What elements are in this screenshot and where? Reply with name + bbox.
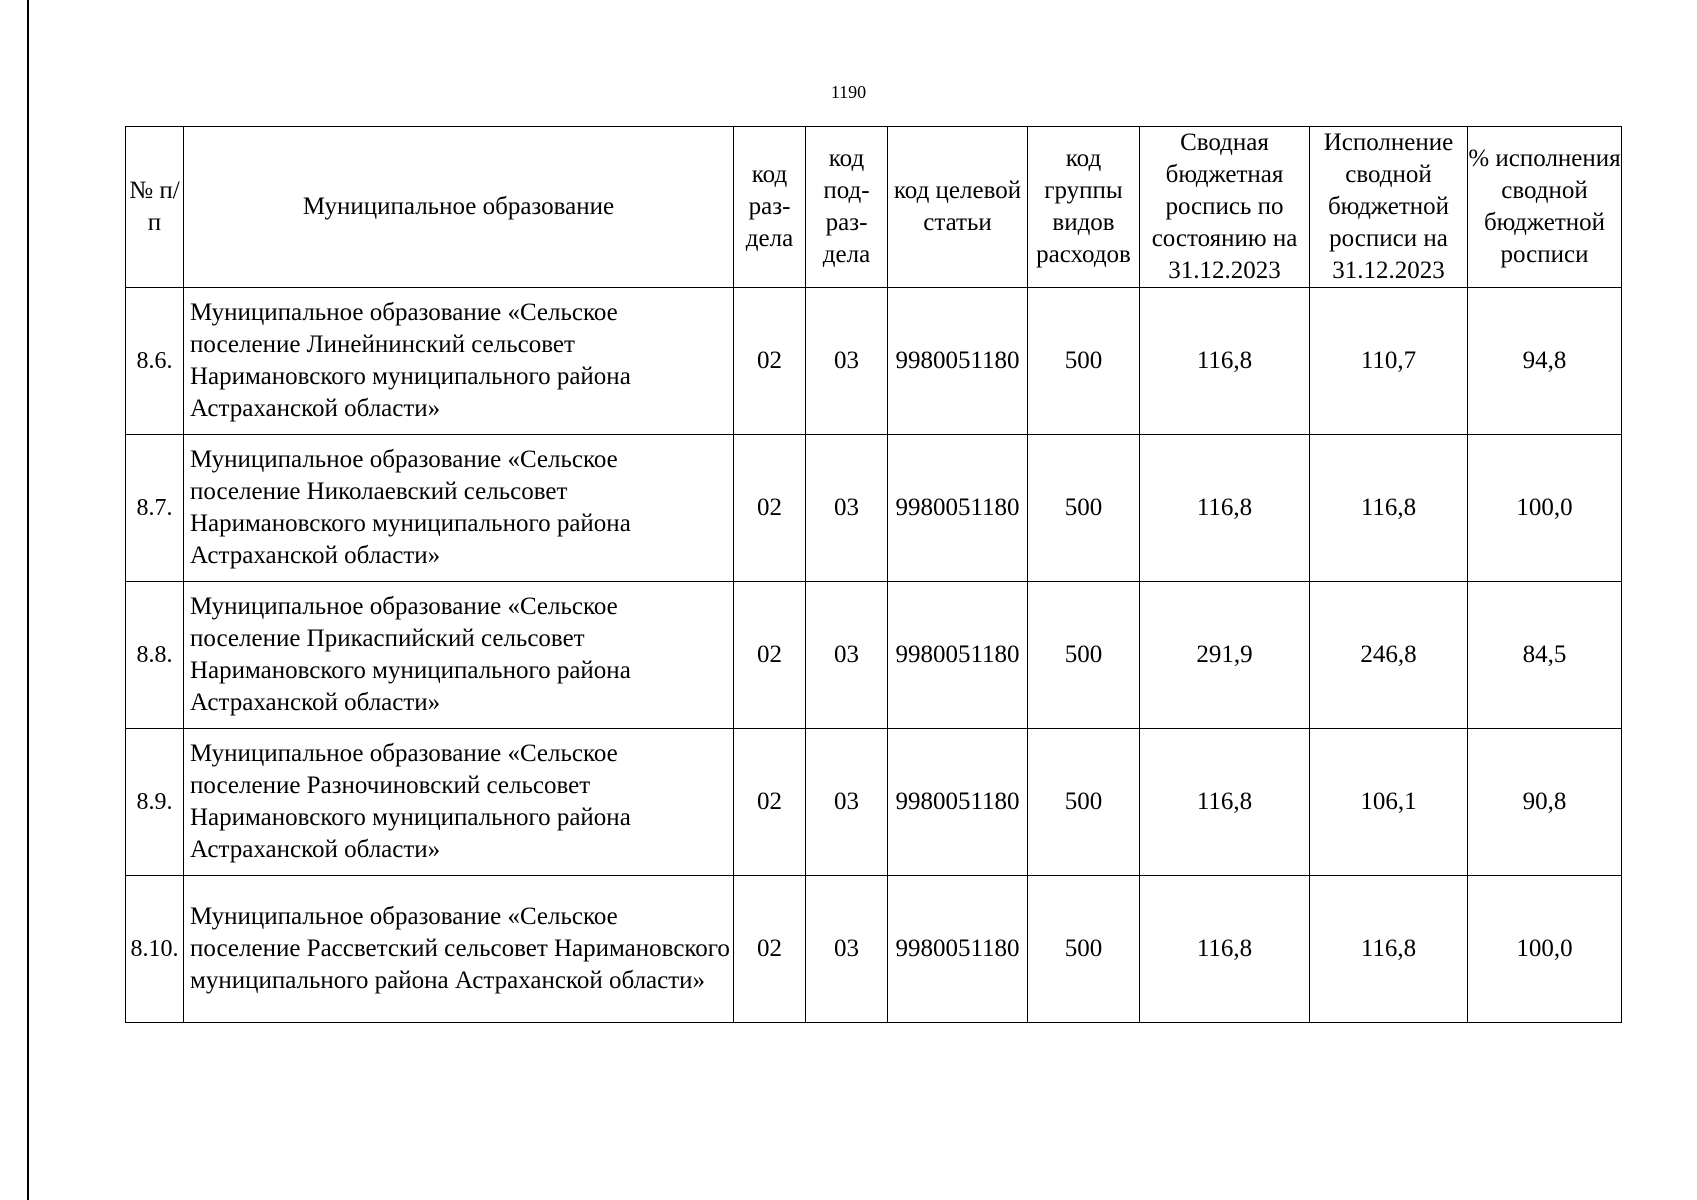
row-subsection: 03: [806, 582, 888, 729]
row-section: 02: [734, 288, 806, 435]
row-section: 02: [734, 582, 806, 729]
row-budget-list: 291,9: [1140, 582, 1310, 729]
row-num: 8.10.: [126, 876, 184, 1023]
row-execution: 110,7: [1310, 288, 1468, 435]
row-target-article: 9980051180: [888, 876, 1028, 1023]
row-municipality: Муниципальное образование «Сельское поселение Рассветский сельсовет Наримановского муниципального района Астраханской области»: [184, 876, 734, 1023]
row-execution: 246,8: [1310, 582, 1468, 729]
row-budget-list: 116,8: [1140, 435, 1310, 582]
row-section: 02: [734, 435, 806, 582]
row-execution: 116,8: [1310, 435, 1468, 582]
row-expense-group: 500: [1028, 288, 1140, 435]
table-row: [126, 582, 1622, 729]
header-section: код раз- дела: [734, 127, 806, 288]
row-budget-list: 116,8: [1140, 876, 1310, 1023]
row-percent: 100,0: [1468, 435, 1622, 582]
row-expense-group: 500: [1028, 876, 1140, 1023]
table-row: [126, 435, 1622, 582]
row-municipality: Муниципальное образование «Сельское поселение Линейнинский сельсовет Наримановского муниципального района Астраханской области»: [184, 288, 734, 435]
row-subsection: 03: [806, 876, 888, 1023]
binding-line: [27, 0, 29, 1200]
row-section: 02: [734, 729, 806, 876]
header-subsection: код под- раз- дела: [806, 127, 888, 288]
row-municipality: Муниципальное образование «Сельское поселение Прикаспийский сельсовет Наримановского муниципального района Астраханской области»: [184, 582, 734, 729]
header-target-article: код целевой статьи: [888, 127, 1028, 288]
header-num: № п/п: [126, 127, 184, 288]
row-target-article: 9980051180: [888, 435, 1028, 582]
row-subsection: 03: [806, 288, 888, 435]
table-row: [126, 876, 1622, 1023]
row-execution: 106,1: [1310, 729, 1468, 876]
header-percent: % исполнения сводной бюджетной росписи: [1468, 127, 1622, 288]
row-expense-group: 500: [1028, 582, 1140, 729]
row-num: 8.6.: [126, 288, 184, 435]
row-percent: 84,5: [1468, 582, 1622, 729]
table-row: [126, 729, 1622, 876]
budget-execution-table: [125, 126, 1622, 1023]
row-subsection: 03: [806, 729, 888, 876]
row-target-article: 9980051180: [888, 582, 1028, 729]
header-budget-list: Сводная бюджетная роспись по состоянию на 31.12.2023: [1140, 127, 1310, 288]
row-section: 02: [734, 876, 806, 1023]
row-municipality: Муниципальное образование «Сельское поселение Николаевский сельсовет Наримановского муниципального района Астраханской области»: [184, 435, 734, 582]
row-execution: 116,8: [1310, 876, 1468, 1023]
header-execution: Исполнение сводной бюджетной росписи на 31.12.2023: [1310, 127, 1468, 288]
row-num: 8.8.: [126, 582, 184, 729]
row-municipality: Муниципальное образование «Сельское поселение Разночиновский сельсовет Наримановского муниципального района Астраханской области»: [184, 729, 734, 876]
row-subsection: 03: [806, 435, 888, 582]
header-expense-group: код группы видов расходов: [1028, 127, 1140, 288]
row-expense-group: 500: [1028, 435, 1140, 582]
row-budget-list: 116,8: [1140, 729, 1310, 876]
row-percent: 100,0: [1468, 876, 1622, 1023]
table-row: [126, 288, 1622, 435]
row-expense-group: 500: [1028, 729, 1140, 876]
row-target-article: 9980051180: [888, 729, 1028, 876]
row-target-article: 9980051180: [888, 288, 1028, 435]
row-num: 8.9.: [126, 729, 184, 876]
row-budget-list: 116,8: [1140, 288, 1310, 435]
row-percent: 94,8: [1468, 288, 1622, 435]
row-percent: 90,8: [1468, 729, 1622, 876]
row-num: 8.7.: [126, 435, 184, 582]
page-number: 1190: [830, 82, 867, 102]
table-header-row: [126, 127, 1622, 288]
header-municipality: Муниципальное образование: [184, 127, 734, 288]
